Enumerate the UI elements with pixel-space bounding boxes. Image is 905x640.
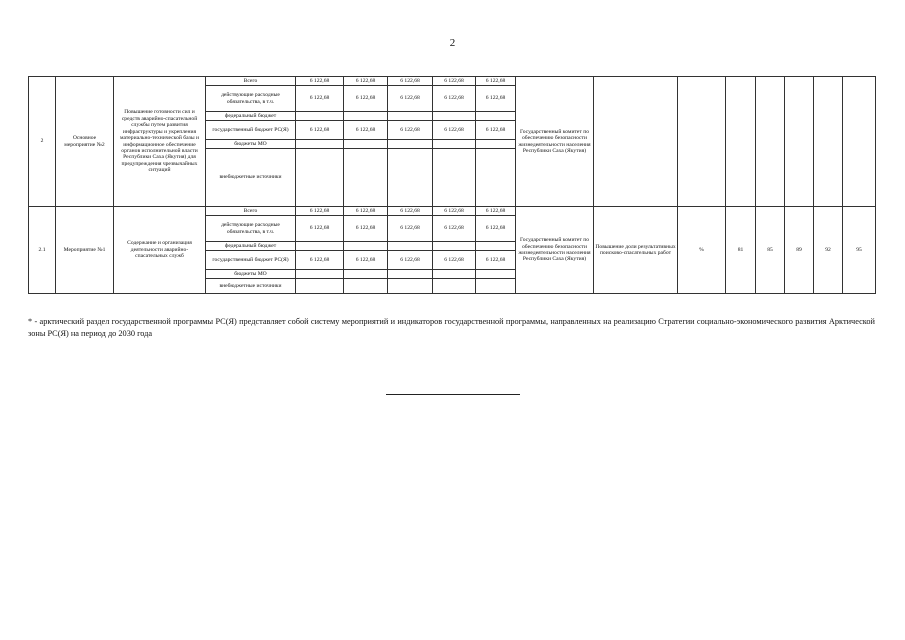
value-cell bbox=[296, 149, 344, 207]
value-cell: 6 122,68 bbox=[433, 121, 476, 140]
value-cell: 6 122,68 bbox=[388, 207, 433, 216]
value-cell: 6 122,68 bbox=[476, 86, 516, 112]
value-cell bbox=[433, 242, 476, 251]
value-cell: 6 122,68 bbox=[476, 251, 516, 270]
source-label: действующие расходные обязательства, в т.ч. bbox=[206, 86, 296, 112]
source-label: бюджеты МО bbox=[206, 270, 296, 279]
value-cell: 6 122,68 bbox=[433, 86, 476, 112]
value-cell: 6 122,68 bbox=[296, 121, 344, 140]
indicator-value bbox=[843, 77, 876, 207]
indicator-value: 81 bbox=[726, 207, 756, 294]
value-cell: 6 122,68 bbox=[344, 121, 388, 140]
indicator-unit bbox=[678, 77, 726, 207]
value-cell bbox=[433, 149, 476, 207]
indicator-name bbox=[594, 77, 678, 207]
activity-name: Основное мероприятие №2 bbox=[56, 77, 114, 207]
value-cell: 6 122,68 bbox=[388, 86, 433, 112]
value-cell bbox=[296, 279, 344, 294]
value-cell bbox=[476, 270, 516, 279]
value-cell bbox=[388, 112, 433, 121]
value-cell: 6 122,68 bbox=[344, 251, 388, 270]
value-cell bbox=[344, 270, 388, 279]
indicator-value: 92 bbox=[814, 207, 843, 294]
value-cell bbox=[296, 112, 344, 121]
value-cell bbox=[476, 112, 516, 121]
value-cell bbox=[344, 149, 388, 207]
value-cell bbox=[388, 242, 433, 251]
value-cell: 6 122,68 bbox=[433, 251, 476, 270]
value-cell: 6 122,68 bbox=[433, 207, 476, 216]
value-cell: 6 122,68 bbox=[296, 207, 344, 216]
value-cell bbox=[296, 270, 344, 279]
value-cell: 6 122,68 bbox=[296, 86, 344, 112]
source-label: действующие расходные обязательства, в т.ч. bbox=[206, 216, 296, 242]
source-label: Всего bbox=[206, 207, 296, 216]
value-cell bbox=[476, 140, 516, 149]
indicator-value bbox=[726, 77, 756, 207]
value-cell: 6 122,68 bbox=[344, 207, 388, 216]
value-cell bbox=[344, 112, 388, 121]
value-cell bbox=[344, 140, 388, 149]
source-label: Всего bbox=[206, 77, 296, 86]
value-cell: 6 122,68 bbox=[388, 77, 433, 86]
value-cell: 6 122,68 bbox=[344, 86, 388, 112]
value-cell: 6 122,68 bbox=[476, 121, 516, 140]
source-label: внебюджетные источники bbox=[206, 279, 296, 294]
value-cell bbox=[296, 242, 344, 251]
indicator-value: 85 bbox=[756, 207, 785, 294]
source-label: бюджеты МО bbox=[206, 140, 296, 149]
value-cell: 6 122,68 bbox=[388, 216, 433, 242]
value-cell bbox=[476, 242, 516, 251]
source-label: федеральный бюджет bbox=[206, 112, 296, 121]
value-cell bbox=[388, 279, 433, 294]
row-number: 2.1 bbox=[29, 207, 56, 294]
value-cell bbox=[388, 270, 433, 279]
value-cell: 6 122,68 bbox=[344, 216, 388, 242]
value-cell: 6 122,68 bbox=[476, 216, 516, 242]
value-cell: 6 122,68 bbox=[296, 77, 344, 86]
value-cell: 6 122,68 bbox=[296, 251, 344, 270]
activity-description: Повышение готовности сил и средств аварийно-спасательной службы путем развития инфраструктуры и укрепления материально-технической базы и информационное обеспечение органов исполнительной власти Республики Саха (Якутия) для предупреждения чрезвычайных ситуаций bbox=[114, 77, 206, 207]
value-cell bbox=[433, 279, 476, 294]
indicator-name: Повышение доли результативных поисково-спасательных работ bbox=[594, 207, 678, 294]
footnote: * - арктический раздел государственной программы РС(Я) представляет собой систему мероприятий и индикаторов государственной программы, направленных на реализацию Стратегии социально-экономического развития Арктической зоны РС(Я) на период до 2030 года bbox=[28, 317, 875, 338]
indicator-value: 95 bbox=[843, 207, 876, 294]
executor: Государственный комитет по обеспечению безопасности жизнедеятельности населения Республики Саха (Якутия) bbox=[516, 207, 594, 294]
value-cell: 6 122,68 bbox=[433, 77, 476, 86]
value-cell bbox=[476, 149, 516, 207]
value-cell bbox=[476, 279, 516, 294]
program-table bbox=[28, 76, 876, 294]
value-cell bbox=[296, 140, 344, 149]
activity-name: Мероприятие №1 bbox=[56, 207, 114, 294]
indicator-value: 89 bbox=[785, 207, 814, 294]
value-cell bbox=[344, 242, 388, 251]
value-cell bbox=[388, 149, 433, 207]
page-number: 2 bbox=[449, 37, 456, 49]
value-cell: 6 122,68 bbox=[344, 77, 388, 86]
indicator-value bbox=[814, 77, 843, 207]
separator-line bbox=[386, 394, 520, 395]
value-cell: 6 122,68 bbox=[388, 121, 433, 140]
executor: Государственный комитет по обеспечению безопасности жизнедеятельности населения Республики Саха (Якутия) bbox=[516, 77, 594, 207]
indicator-value bbox=[756, 77, 785, 207]
value-cell: 6 122,68 bbox=[296, 216, 344, 242]
indicator-unit: % bbox=[678, 207, 726, 294]
value-cell: 6 122,68 bbox=[476, 207, 516, 216]
value-cell bbox=[433, 112, 476, 121]
value-cell bbox=[433, 140, 476, 149]
indicator-value bbox=[785, 77, 814, 207]
value-cell: 6 122,68 bbox=[476, 77, 516, 86]
value-cell: 6 122,68 bbox=[388, 251, 433, 270]
source-label: федеральный бюджет bbox=[206, 242, 296, 251]
source-label: внебюджетные источники bbox=[206, 149, 296, 207]
value-cell: 6 122,68 bbox=[433, 216, 476, 242]
value-cell bbox=[433, 270, 476, 279]
row-number: 2 bbox=[29, 77, 56, 207]
source-label: государственный бюджет РС(Я) bbox=[206, 121, 296, 140]
value-cell bbox=[344, 279, 388, 294]
value-cell bbox=[388, 140, 433, 149]
source-label: государственный бюджет РС(Я) bbox=[206, 251, 296, 270]
activity-description: Содержание и организация деятельности аварийно-спасательных служб bbox=[114, 207, 206, 294]
